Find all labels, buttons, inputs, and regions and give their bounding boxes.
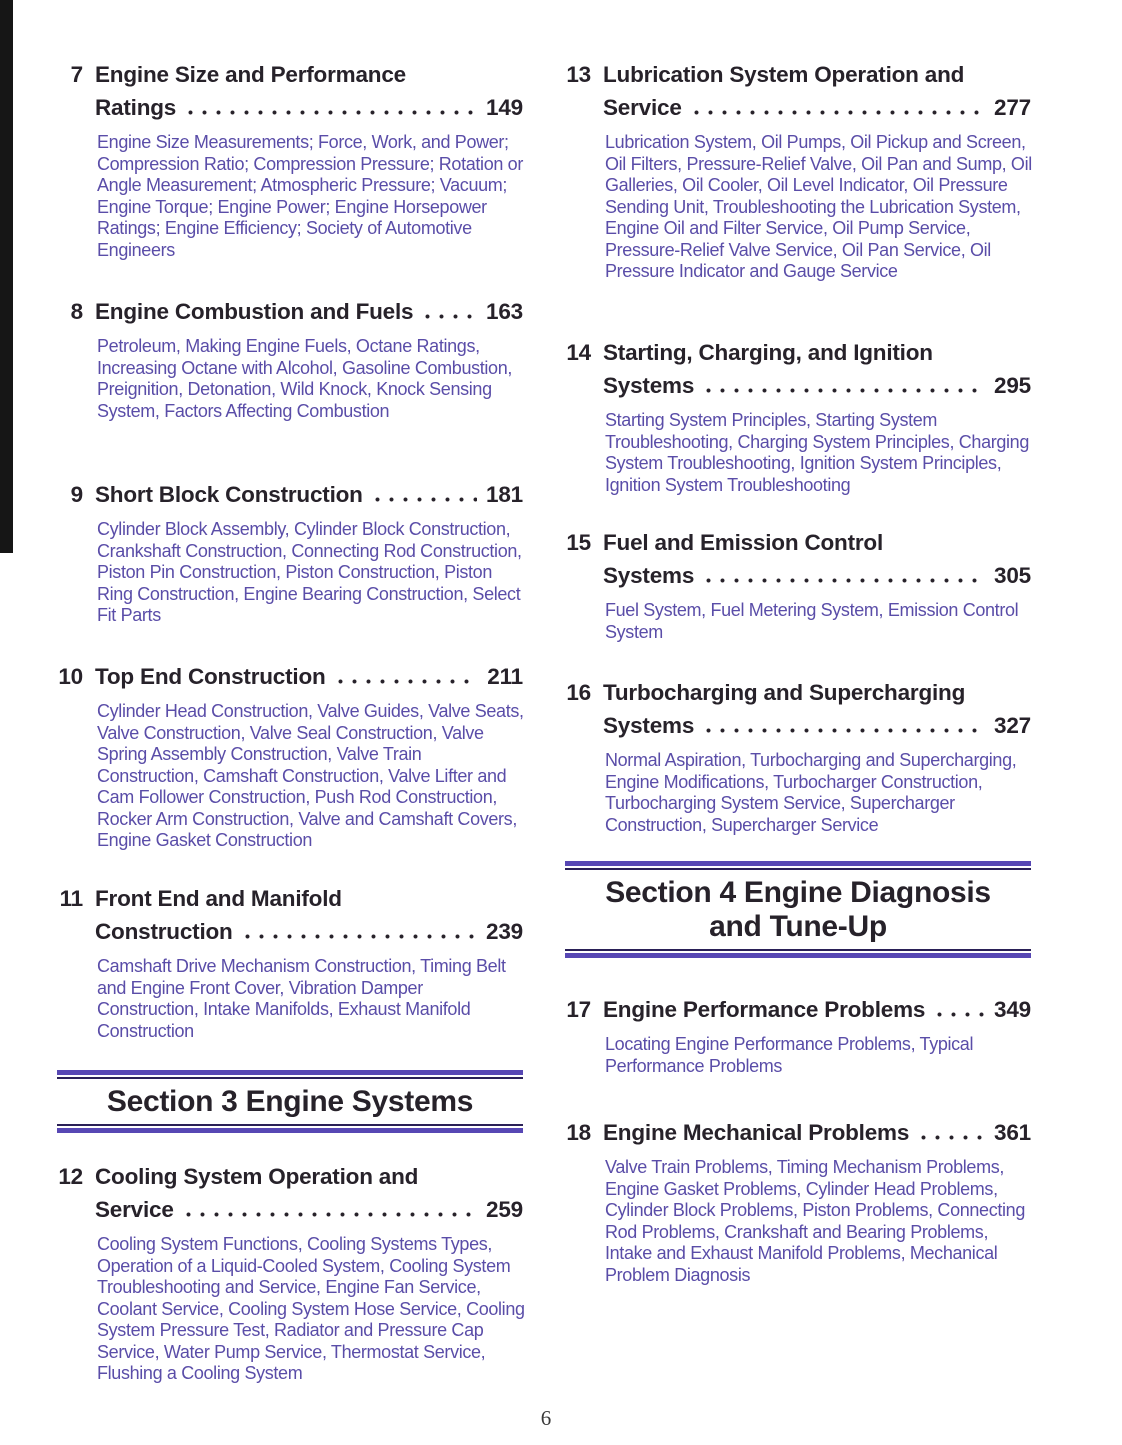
chapter-title-line2: Ratings (95, 95, 177, 120)
chapter-title-block (95, 295, 523, 328)
chapter-heading (57, 660, 523, 693)
dot-leader (694, 110, 985, 115)
chapter-heading (565, 58, 1031, 124)
chapter-page-number: 149 (486, 95, 523, 120)
section-4-header (565, 861, 1031, 958)
chapter-title-block (603, 993, 1031, 1026)
chapter-page-number: 211 (487, 664, 523, 689)
chapter-topics: Starting System Principles, Starting System Troubleshooting, Charging System Principles, Charging System Troubleshooting, Ignition System Principles, Ignition System Troubleshooting (605, 410, 1030, 495)
toc-left-column (57, 0, 523, 1445)
toc-entry-ch16 (565, 676, 1031, 836)
section-3-header (57, 1070, 523, 1133)
chapter-page-number: 259 (486, 1197, 523, 1222)
rule-thick (565, 861, 1031, 866)
section-rule-bottom (565, 949, 1031, 958)
chapter-page-number: 349 (994, 997, 1031, 1022)
toc-entry-ch15 (565, 526, 1031, 643)
chapter-topics: Valve Train Problems, Timing Mechanism Problems, Engine Gasket Problems, Cylinder Head Problems, Cylinder Block Problems, Piston Problems, Connecting Rod Problems, Crankshaft and Bearing Problems, Intake and Exhaust Manifold Problems, Mechanical Problem Diagnosis (605, 1157, 1025, 1285)
chapter-number: 18 (566, 1120, 591, 1145)
chapter-title-line1: Engine Performance Problems (603, 997, 926, 1022)
section-rule-bottom (57, 1124, 523, 1133)
chapter-page-number: 295 (994, 373, 1031, 398)
section-rule-top (565, 861, 1031, 870)
dot-leader (375, 497, 477, 502)
chapter-title-line2: Construction (95, 919, 233, 944)
chapter-topics: Fuel System, Fuel Metering System, Emission Control System (605, 600, 1019, 642)
dot-leader (706, 578, 985, 583)
chapter-number: 8 (70, 299, 83, 324)
chapter-title-block (603, 676, 1031, 742)
dot-leader (921, 1135, 985, 1140)
toc-entry-ch18 (565, 1116, 1031, 1286)
dot-leader (186, 1212, 477, 1217)
dot-leader (188, 110, 477, 115)
chapter-heading (57, 58, 523, 124)
chapter-title-block (603, 1116, 1031, 1149)
chapter-topics: Lubrication System, Oil Pumps, Oil Pickup and Screen, Oil Filters, Pressure-Relief Valve, Oil Pan and Sump, Oil Galleries, Oil Cooler, Oil Level Indicator, Oil Pressure Sending Unit, Troubleshooting the Lubrication System, Engine Oil and Filter Service, Oil Pump Service, Pressure-Relief Valve Service, Oil Pan Service, Oil Pressure Indicator and Gauge Service (605, 132, 1032, 281)
chapter-number: 12 (58, 1164, 83, 1189)
chapter-heading (565, 676, 1031, 742)
chapter-topics: Cylinder Block Assembly, Cylinder Block Construction, Crankshaft Construction, Connecting Rod Construction, Piston Pin Construction, Piston Construction, Piston Ring Construction, Engine Bearing Construction, Select Fit Parts (97, 519, 522, 625)
toc-entry-ch13 (565, 58, 1031, 283)
chapter-title-line2: Service (95, 1197, 174, 1222)
scan-edge-artifact-bar (0, 0, 13, 553)
chapter-number: 10 (58, 664, 83, 689)
chapter-title-line1: Lubrication System Operation and (603, 62, 965, 87)
chapter-number: 16 (566, 680, 591, 705)
chapter-number: 14 (566, 340, 591, 365)
chapter-title-block (95, 660, 523, 693)
rule-thin (57, 1077, 523, 1079)
chapter-heading (57, 1160, 523, 1226)
rule-thin (565, 949, 1031, 951)
section-rule-top (57, 1070, 523, 1079)
section-title-line1: Section 4 Engine Diagnosis (605, 876, 991, 909)
chapter-topics: Cylinder Head Construction, Valve Guides, Valve Seats, Valve Construction, Valve Seal Construction, Valve Spring Assembly Construction, Valve Train Construction, Camshaft Construction, Valve Lifter and Cam Follower Construction, Push Rod Construction, Rocker Arm Construction, Valve and Camshaft Covers, Engine Gasket Construction (97, 701, 524, 850)
chapter-number: 7 (70, 62, 83, 87)
chapter-title-block (603, 58, 1031, 124)
rule-thick (565, 953, 1031, 958)
section-title-line2: and Tune-Up (709, 910, 887, 943)
chapter-title-line2: Systems (603, 373, 695, 398)
rule-thick (57, 1070, 523, 1075)
chapter-page-number: 327 (994, 713, 1031, 738)
section-title: Section 3 Engine Systems (106, 1085, 474, 1118)
chapter-title-line2: Service (603, 95, 682, 120)
toc-entry-ch12 (57, 1160, 523, 1385)
chapter-title-line1: Engine Combustion and Fuels (95, 299, 414, 324)
chapter-topics: Locating Engine Performance Problems, Typical Performance Problems (605, 1034, 974, 1076)
chapter-title-line1: Starting, Charging, and Ignition (603, 340, 933, 365)
chapter-page-number: 277 (994, 95, 1031, 120)
chapter-title-line1: Cooling System Operation and (95, 1164, 419, 1189)
chapter-heading (565, 993, 1031, 1026)
chapter-heading (57, 478, 523, 511)
chapter-title-line1: Turbocharging and Supercharging (603, 680, 966, 705)
toc-entry-ch17 (565, 993, 1031, 1077)
chapter-title-block (603, 526, 1031, 592)
chapter-heading (565, 526, 1031, 592)
rule-thick (57, 1128, 523, 1133)
chapter-topics: Engine Size Measurements; Force, Work, and Power; Compression Ratio; Compression Pressure; Rotation or Angle Measurement; Atmospheric Pressure; Vacuum; Engine Torque; Engine Power; Engine Horsepower Ratings; Engine Efficiency; Society of Automotive Engineers (97, 132, 523, 260)
chapter-title-line1: Front End and Manifold (95, 886, 342, 911)
chapter-heading (565, 1116, 1031, 1149)
chapter-number: 9 (70, 482, 83, 507)
chapter-title-line1: Engine Size and Performance (95, 62, 406, 87)
chapter-number: 17 (566, 997, 591, 1022)
chapter-title-block (95, 478, 523, 511)
chapter-number: 15 (566, 530, 591, 555)
dot-leader (937, 1012, 985, 1017)
toc-entry-ch10 (57, 660, 523, 852)
chapter-title-block (95, 1160, 523, 1226)
chapter-title-line2: Systems (603, 713, 695, 738)
toc-entry-ch8 (57, 295, 523, 422)
dot-leader (425, 314, 477, 319)
toc-right-column (565, 0, 1031, 1445)
chapter-title-block (603, 336, 1031, 402)
dot-leader (706, 728, 985, 733)
chapter-title-block (95, 882, 523, 948)
toc-entry-ch11 (57, 882, 523, 1042)
chapter-number: 13 (566, 62, 591, 87)
chapter-heading (57, 295, 523, 328)
rule-thin (57, 1124, 523, 1126)
chapter-topics: Cooling System Functions, Cooling Systems Types, Operation of a Liquid-Cooled System, Cooling System Troubleshooting and Service, Engine Fan Service, Coolant Service, Cooling System Hose Service, Cooling System Pressure Test, Radiator and Pressure Cap Service, Water Pump Service, Thermostat Service, Flushing a Cooling System (97, 1234, 525, 1383)
chapter-page-number: 305 (994, 563, 1031, 588)
chapter-heading (565, 336, 1031, 402)
toc-entry-ch7 (57, 58, 523, 261)
chapter-topics: Normal Aspiration, Turbocharging and Supercharging, Engine Modifications, Turbocharger Construction, Turbocharging System Service, Supercharger Construction, Supercharger Service (605, 750, 1017, 835)
chapter-heading (57, 882, 523, 948)
toc-entry-ch14 (565, 336, 1031, 496)
rule-thin (565, 868, 1031, 870)
chapter-title-line1: Engine Mechanical Problems (603, 1120, 910, 1145)
chapter-topics: Petroleum, Making Engine Fuels, Octane Ratings, Increasing Octane with Alcohol, Gasoline Combustion, Preignition, Detonation, Wild Knock, Knock Sensing System, Factors Affecting Combustion (97, 336, 513, 421)
chapter-title-line2: Systems (603, 563, 695, 588)
dot-leader (338, 679, 479, 684)
toc-entry-ch9 (57, 478, 523, 627)
dot-leader (245, 934, 477, 939)
dot-leader (706, 388, 985, 393)
chapter-page-number: 163 (486, 299, 523, 324)
chapter-title-block (95, 58, 523, 124)
chapter-page-number: 239 (486, 919, 523, 944)
page-number-footer: 6 (540, 1406, 552, 1430)
chapter-title-line1: Short Block Construction (95, 482, 363, 507)
chapter-title-line1: Top End Construction (95, 664, 326, 689)
chapter-number: 11 (59, 886, 83, 911)
chapter-page-number: 361 (994, 1120, 1031, 1145)
chapter-topics: Camshaft Drive Mechanism Construction, Timing Belt and Engine Front Cover, Vibration Damper Construction, Intake Manifolds, Exhaust Manifold Construction (97, 956, 506, 1041)
chapter-page-number: 181 (486, 482, 523, 507)
chapter-title-line1: Fuel and Emission Control (603, 530, 884, 555)
